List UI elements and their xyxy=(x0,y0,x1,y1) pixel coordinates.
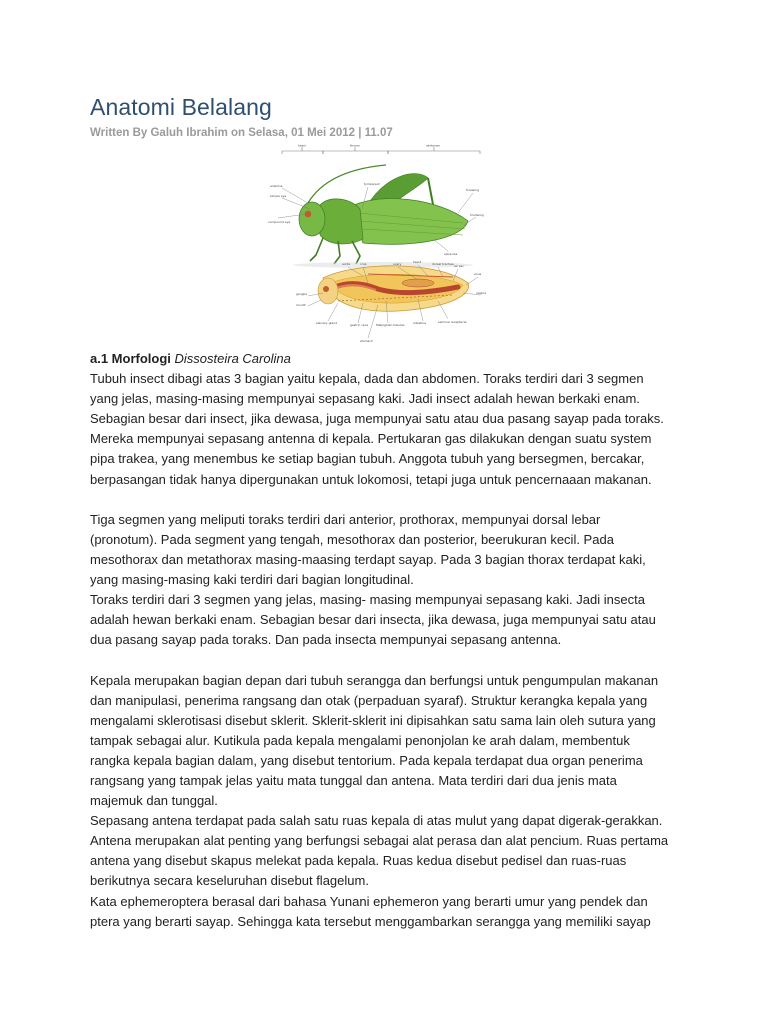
grasshopper-internal-view xyxy=(318,266,469,311)
label-heart: heart xyxy=(413,260,421,264)
grasshopper-anatomy-illustration xyxy=(268,143,498,345)
paragraph-line: Tubuh insect dibagi atas 3 bagian yaitu kepala, dada dan abdomen. Toraks terdiri dari 3 segmen xyxy=(90,371,644,387)
paragraph-line: majemuk dan tunggal. xyxy=(90,793,218,809)
paragraph-line: yang masing-masing kaki terdiri dari bagian longitudinal. xyxy=(90,572,414,588)
label-antenna: antenna xyxy=(270,184,283,188)
paragraph-1 xyxy=(90,369,690,490)
label-spiracles: spiracles xyxy=(444,252,458,256)
paragraph-line: Sebagian besar dari insect, jika dewasa, juga mempunyai satu atau dua pasang sayap pada toraks. xyxy=(90,411,664,427)
label-air-sac: air sac xyxy=(454,264,464,268)
label-compound-eye: compound eye xyxy=(268,220,291,224)
label-vagina: vagina xyxy=(476,291,487,295)
label-hindwing: hindwing xyxy=(470,213,484,217)
label-anus: anus xyxy=(474,272,482,276)
article-title: Anatomi Belalang xyxy=(90,94,272,120)
label-intestine: intestine xyxy=(413,321,427,325)
paragraph-line: mengalami sklerotisasi disebut sklerit. Sklerit-sklerit ini dipisahkan satu sama lain oleh sutura yang xyxy=(90,712,656,728)
paragraph-line: mesothorax dan metathorax masing-maasing terdapt sayap. Pada 3 bagian thorax terdapat kaki, xyxy=(90,551,646,567)
paragraph-2 xyxy=(90,510,690,651)
label-mouth: mouth xyxy=(296,303,306,307)
article-body xyxy=(90,349,690,932)
label-gastric-ceca: gastric ceca xyxy=(350,323,369,327)
label-ovary: ovary xyxy=(393,262,402,266)
section-heading-bold: a.1 Morfologi xyxy=(90,351,171,366)
label-forewing: forewing xyxy=(466,188,479,192)
label-aorta: aorta xyxy=(342,262,350,266)
label-abdomen: abdomen xyxy=(426,143,441,148)
paragraph-line: Kata ephemeroptera berasal dari bahasa Yunani ephemeron yang berarti umur yang pendek dan xyxy=(90,893,648,909)
section-heading-species: Dissosteira Carolina xyxy=(174,351,291,366)
label-head: head xyxy=(298,143,306,148)
label-salivary-gland: salivary gland xyxy=(316,321,338,325)
paragraph-line: berpasangan tidak hanya dipergunakan untuk lokomosi, tetapi juga untuk pencernaaan makanan. xyxy=(90,471,652,487)
paragraph-line: Sepasang antena terdapat pada salah satu ruas kepala di atas mulut yang dapat digerak-gerakkan. xyxy=(90,813,663,829)
paragraph-line: rangsang yang tampak jelas yaitu mata tunggal dan antena. Mata terdiri dari dua jenis mata xyxy=(90,772,617,788)
section-heading xyxy=(90,349,690,369)
paragraph-line: yang jelas, masing-masing mempunyai sepasang kaki. Jadi insect adalah hewan berkaki enam. xyxy=(90,391,640,407)
grasshopper-anatomy-figure xyxy=(268,143,498,345)
label-ganglia: ganglia xyxy=(296,292,308,296)
label-seminal-receptacle: seminal receptacle xyxy=(438,320,467,324)
label-thorax: thorax xyxy=(350,143,360,148)
paragraph-line: rangka kepala bagian dalam, yang disebut tentorium. Pada kepala terdapat dua organ penerima xyxy=(90,752,643,768)
paragraph-line: ptera yang berarti sayap. Sehingga kata tersebut menggambarkan serangga yang memiliki sayap xyxy=(90,913,651,929)
segment-brackets xyxy=(282,147,480,154)
paragraph-line: tampak sebagai alur. Kutikula pada kepala mengalami penonjolan ke arah dalam, membentuk xyxy=(90,732,630,748)
article-byline: Written By Galuh Ibrahim on Selasa, 01 Mei 2012 | 11.07 xyxy=(90,127,393,139)
paragraph-line: (pronotum). Pada segment yang tengah, mesothorax dan posterior, beerukuran kecil. Pada xyxy=(90,531,614,547)
label-simple-eye: simple eye xyxy=(270,194,287,198)
paragraph-line: adalah hewan berkaki enam. Sebagian besar dari insecta, jika dewasa, juga mempunyai satu atau xyxy=(90,612,656,628)
paragraph-line: Kepala merupakan bagian depan dari tubuh serangga dan berfungsi untuk pengumpulan makanan xyxy=(90,672,659,688)
label-tympanum: tympanum xyxy=(364,182,381,186)
paragraph-line: Mereka mempunyai sepasang antenna di kepala. Pertukaran gas dilakukan dengan suatu system xyxy=(90,431,652,447)
paragraph-line: Tiga segmen yang meliputi toraks terdiri dari anterior, prothorax, mempunyai dorsal lebar xyxy=(90,511,601,527)
paragraph-line: antena yang disebut skapus melekat pada kepala. Ruas kedua disebut pedisel dan ruas-ruas xyxy=(90,853,627,869)
label-stomach: stomach xyxy=(360,339,373,343)
paragraph-3 xyxy=(90,671,690,932)
paragraph-line: pipa trakea, yang menembus ke setiap bagian tubuh. Anggota tubuh yang bersegmen, bercakar, xyxy=(90,451,645,467)
label-malpighian-tubules: Malpighian tubules xyxy=(376,323,405,327)
paragraph-line: berikutnya secara keseluruhan disebut flagelum. xyxy=(90,873,369,889)
label-dorsal-trachea: dorsal trachea xyxy=(432,262,454,266)
label-crop: crop xyxy=(360,262,367,266)
paragraph-line: Toraks terdiri dari 3 segmen yang jelas, masing- masing mempunyai sepasang kaki. Jadi insecta xyxy=(90,592,645,608)
paragraph-line: Antena merupakan alat penting yang berfungsi sebagai alat perasa dan alat pencium. Ruas pertama xyxy=(90,833,669,849)
paragraph-line: dan manipulasi, penerima rangsang dan otak (perpaduan syaraf). Struktur kerangka kepala yang xyxy=(90,692,648,708)
paragraph-line: dua pasang sayap pada toraks. Dan pada insecta mempunyai sepasang antenna. xyxy=(90,632,562,648)
